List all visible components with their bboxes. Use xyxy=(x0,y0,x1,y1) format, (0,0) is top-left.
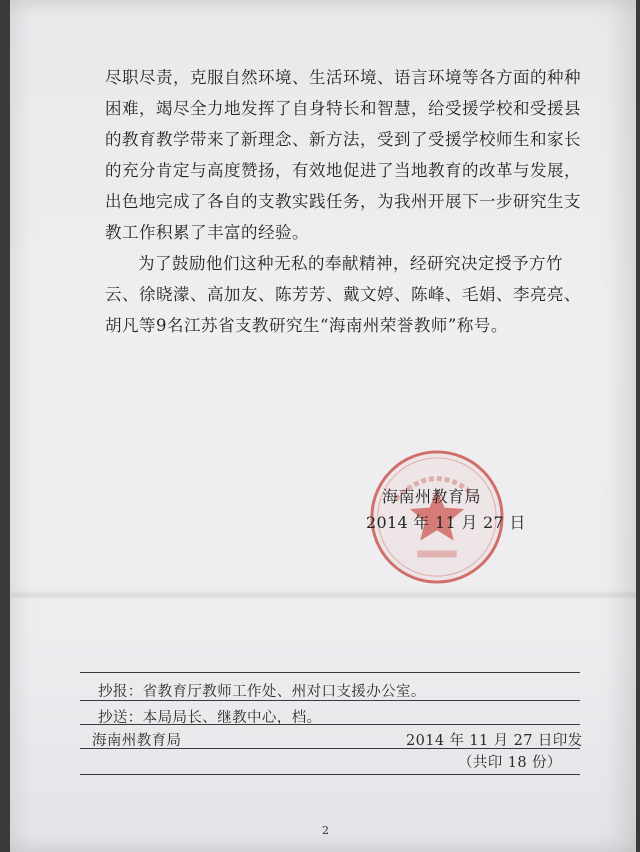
page-number: 2 xyxy=(322,824,329,837)
paper-fold xyxy=(10,590,636,600)
footer-divider-1 xyxy=(80,700,580,701)
signing-organization: 海南州教育局 xyxy=(382,487,482,506)
issuer-name: 海南州教育局 xyxy=(92,733,182,749)
body-paragraph-1: 尽职尽责，克服自然环境、生活环境、语言环境等各方面的种种困难，竭尽全力地发挥了自身特长和智慧，给受援学校和受援县的教育教学带来了新理念、新方法，受到了受援学校师生和家长的充分肯定与高度赞扬，有效地促进了当地教育的改革与发展，出色地完成了各自的支教实践任务，为我州开展下一步研究生支教工作积累了丰富的经验。 xyxy=(105,68,581,242)
footer-bottom-rule xyxy=(80,774,580,775)
print-date: 2014 年 11 月 27 日印发 xyxy=(406,733,583,749)
footer-top-rule xyxy=(80,672,580,673)
footer-divider-3 xyxy=(80,748,580,749)
body-paragraph-2: 为了鼓励他们这种无私的奉献精神，经研究决定授予方竹云、徐晓濛、高加友、陈芳芳、戴文婷、陈峰、毛娟、李亮亮、胡凡等9名江苏省支教研究生“海南州荣誉教师”称号。 xyxy=(105,254,581,335)
document-body xyxy=(105,62,585,341)
document-page xyxy=(10,0,636,852)
cc-send-line: 抄送：本局局长、继教中心，档。 xyxy=(98,710,322,726)
cc-report-line: 抄报：省教育厅教师工作处、州对口支援办公室。 xyxy=(98,684,426,700)
footer-divider-2 xyxy=(80,724,580,725)
signing-date: 2014 年 11 月 27 日 xyxy=(366,513,526,532)
copies-count: （共印 18 份） xyxy=(458,755,562,771)
